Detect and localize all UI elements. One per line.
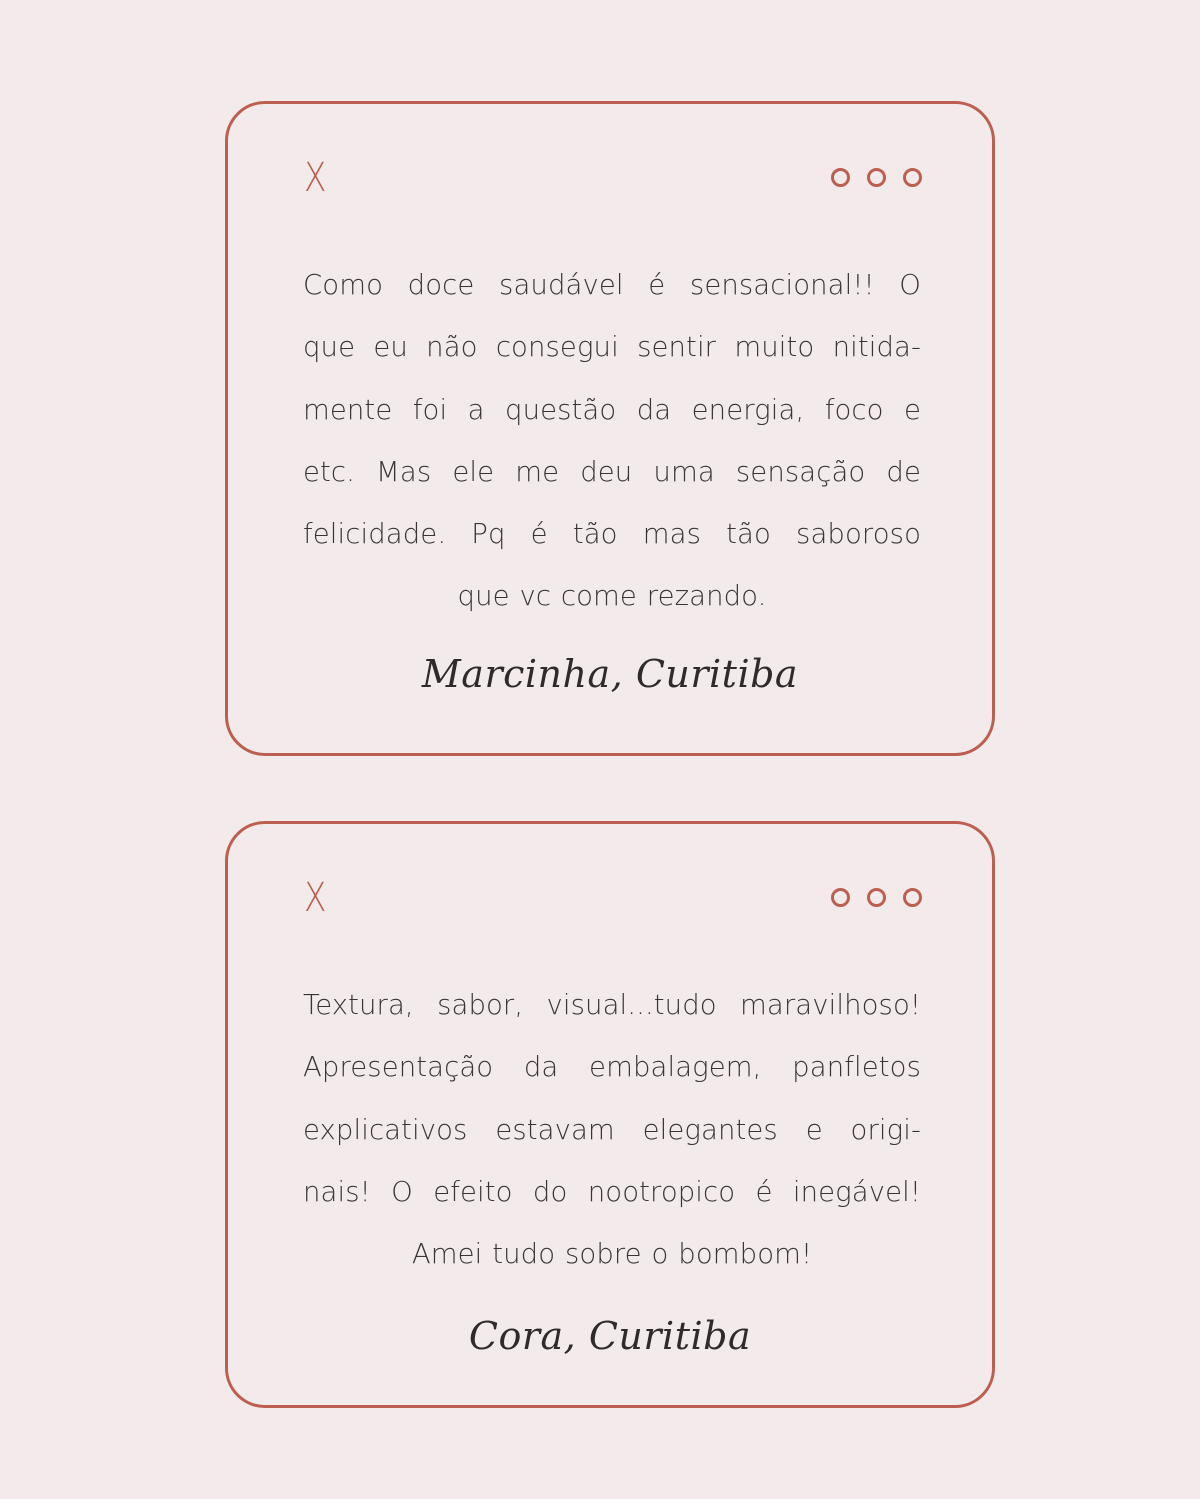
dot-icon [867,168,886,187]
dot-icon [867,888,886,907]
testimonial-card-2 [225,821,995,1408]
dot-icon [903,168,922,187]
testimonial-card-1 [225,101,995,756]
text-line: explicativos estavam elegantes e origi- [303,1113,921,1146]
text-line: que eu não consegui sentir muito nitida- [303,331,921,364]
close-icon[interactable]: X [304,875,327,921]
text-line: Textura, sabor, visual...tudo maravilhoso! [303,989,921,1021]
text-line: Amei tudo sobre o bombom! [411,1238,813,1271]
more-options-icon[interactable] [831,168,922,187]
dot-icon [831,888,850,907]
dot-icon [903,888,922,907]
close-icon[interactable]: X [304,155,327,201]
text-line: que vc come rezando. [457,580,767,613]
testimonial-text [303,974,921,1285]
text-line: felicidade. Pq é tão mas tão saboroso [303,518,921,551]
text-line: Apresentação da embalagem, panfletos [303,1051,921,1084]
text-line: mente foi a questão da energia, foco e [303,393,921,426]
testimonial-text [303,254,921,628]
text-line: Como doce saudável é sensacional!! O [303,269,921,301]
dot-icon [831,168,850,187]
testimonial-signature: Cora, Curitiba [468,1314,752,1358]
testimonial-signature: Marcinha, Curitiba [421,652,799,696]
text-line: etc. Mas ele me deu uma sensação de [303,455,921,488]
text-line: nais! O efeito do nootropico é inegável! [303,1175,921,1208]
more-options-icon[interactable] [831,888,922,907]
